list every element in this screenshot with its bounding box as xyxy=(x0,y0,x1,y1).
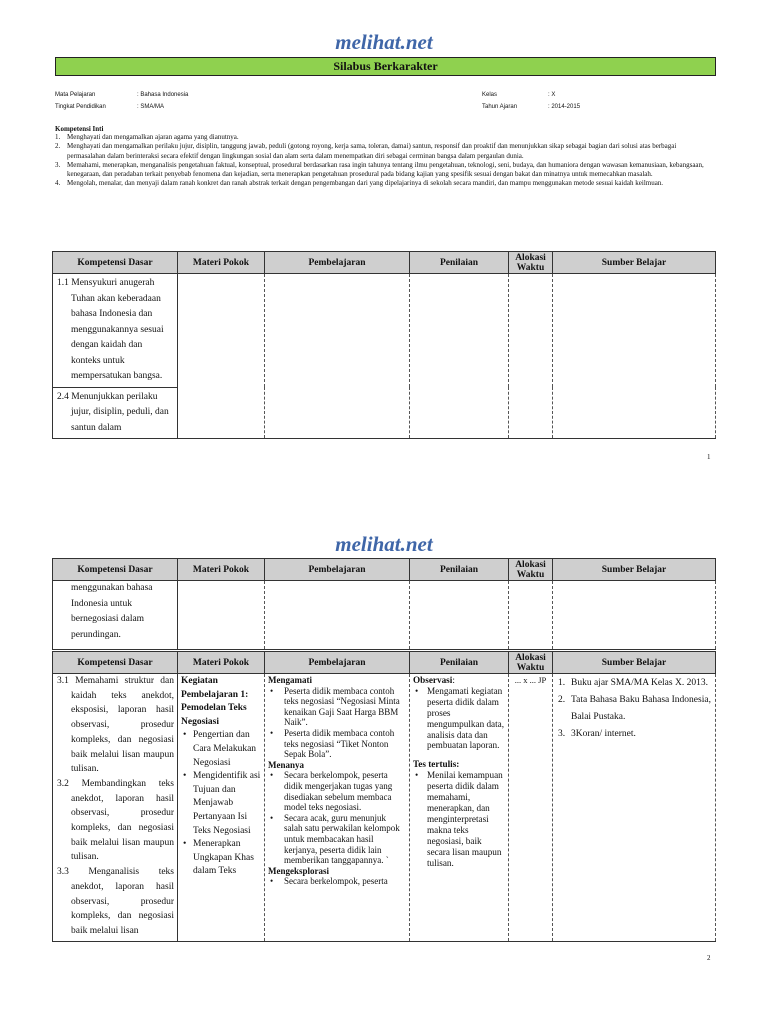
materi-item: • Pengertian dan Cara Melakukan Negosiasi xyxy=(181,729,261,770)
materi-cell xyxy=(178,274,265,439)
item-text: Menghayati dan mengamalkan ajaran agama yang dianutnya. xyxy=(67,133,239,141)
materi-cell xyxy=(178,674,265,942)
penilaian-cell xyxy=(410,674,509,942)
materi-item: • Menerapkan Ungkapan Khas dalam Teks xyxy=(181,838,261,879)
item-number: 3. xyxy=(558,729,566,739)
tes-tertulis-label: Tes tertulis: xyxy=(413,759,460,770)
header-alokasi-waktu: Alokasi Waktu xyxy=(509,559,553,581)
pembelajaran-cell xyxy=(265,581,410,650)
kd-item: 3.3 Menganalisis teks anekdot, laporan hasil observasi, prosedur kompleks, dan negosiasi baik melalui lisan xyxy=(57,867,174,936)
sumber-cell xyxy=(553,674,716,942)
meta-value-subject: : Bahasa Indonesia xyxy=(137,92,189,98)
core-competence-item xyxy=(55,133,715,142)
header-kompetensi-dasar: Kompetensi Dasar xyxy=(53,559,178,581)
header-materi-pokok: Materi Pokok xyxy=(178,252,265,274)
core-competence-item xyxy=(55,142,715,161)
meta-label-class: Kelas xyxy=(482,92,498,98)
meta-value-year: : 2014-2015 xyxy=(548,104,581,110)
item-text: Mengolah, menalar, dan menyaji dalam ranah konkret dan ranah abstrak terkait dengan pengembangan dari yang dipelajarinya di sekolah secara mandiri, dan mampu menggunakan metode sesuai kaidah keilmuan. xyxy=(67,179,664,188)
kd-item: 3.1 Memahami struktur dan kaidah teks anekdot, eksposisi, laporan hasil observasi, prosedur kompleks, dan negosiasi baik melalui lisan maupun tulisan. xyxy=(57,676,174,775)
header-kompetensi-dasar: Kompetensi Dasar xyxy=(53,652,178,674)
source-item xyxy=(556,692,712,726)
penilaian-cell xyxy=(410,581,509,650)
observasi-label: Observasi xyxy=(413,675,453,685)
kd-text xyxy=(53,674,177,941)
meta-label-year: Tahun Ajaran xyxy=(482,104,518,110)
core-competence-item xyxy=(55,161,715,180)
header-sumber-belajar: Sumber Belajar xyxy=(553,252,716,274)
syllabus-title-bar: Silabus Berkarakter xyxy=(55,57,716,76)
header-penilaian: Penilaian xyxy=(410,252,509,274)
penilaian-cell xyxy=(410,274,509,439)
item-text: 3Koran/ internet. xyxy=(571,729,636,739)
kd-item: 3.2 Membandingkan teks anekdot, laporan hasil observasi, prosedur kompleks, dan negosiasi baik melalui lisan maupun tulisan. xyxy=(57,778,174,863)
sumber-cell xyxy=(553,274,716,439)
item-number: 2. xyxy=(55,142,61,151)
watermark-title: melihat.net xyxy=(335,532,433,556)
kd-line: 1.1 Mensyukuri anugerah xyxy=(57,278,155,288)
source-item xyxy=(556,675,712,692)
header-materi-pokok: Materi Pokok xyxy=(178,559,265,581)
item-number: 2. xyxy=(558,695,566,705)
materi-heading: Kegiatan Pembelajaran 1: Pemodelan Teks Negosiasi xyxy=(181,676,249,727)
activity-item: • Peserta didik membaca contoh teks negosiasi “Negosiasi Minta kenaikan Gaji Saat Harga BBM Naik”. xyxy=(268,686,406,728)
materi-cell xyxy=(178,581,265,650)
kd-line: Indonesia untuk xyxy=(71,598,132,609)
meta-label-subject: Mata Pelajaran xyxy=(55,92,96,98)
alokasi-cell xyxy=(509,674,553,942)
activity-item: • Secara berkelompok, peserta xyxy=(268,876,406,887)
header-alokasi-waktu: Alokasi Waktu xyxy=(509,252,553,274)
alokasi-value: ... x ... JP xyxy=(514,675,547,685)
header-alokasi-waktu: Alokasi Waktu xyxy=(509,652,553,674)
kd-line: mempersatukan bangsa. xyxy=(71,371,163,381)
header-sumber-belajar: Sumber Belajar xyxy=(553,559,716,581)
pembelajaran-cell xyxy=(265,674,410,942)
sumber-cell xyxy=(553,581,716,650)
syllabus-table-page2 xyxy=(52,651,716,942)
header-penilaian: Penilaian xyxy=(410,559,509,581)
kd-line: menggunakannya sesuai xyxy=(71,324,164,335)
item-number: 3. xyxy=(55,160,61,169)
menanya-heading: Menanya xyxy=(268,759,304,770)
kd-line: 2.4 Menunjukkan perilaku xyxy=(57,391,158,402)
kd-line: bahasa Indonesia dan xyxy=(71,309,153,319)
item-text: Memahami, menerapkan, menganalisis pengetahuan faktual, konseptual, prosedural berdasarkan rasa ingin tahunya tentang ilmu pengetahuan, teknologi, seni, budaya, dan humaniora dengan wawasan kemanusiaan, kebangsaan, kenegaraan, dan peradaban terkait penyebab fenomena dan kejadian, serta menerapkan pengetahuan prosedural pada bidang kajian yang spesifik sesuai dengan bakat dan minatnya untuk memecahkan masalah. xyxy=(67,160,704,179)
pembelajaran-content xyxy=(265,674,409,888)
materi-item: • Mengidentifik asi Tujuan dan Menjawab Pertanyaan Isi Teks Negosiasi xyxy=(181,770,261,838)
pembelajaran-cell xyxy=(265,274,410,439)
kd-cell xyxy=(53,581,178,650)
header-sumber-belajar: Sumber Belajar xyxy=(553,652,716,674)
kd-line: perundingan. xyxy=(71,629,121,640)
kd-cell xyxy=(53,274,178,388)
syllabus-table-page2-continuation xyxy=(52,558,716,650)
kd-text xyxy=(53,274,177,387)
core-competence-title: Kompetensi Inti xyxy=(55,125,104,133)
assessment-item: • Menilai kemampuan peserta didik dalam memahami, menerapkan, dan menginterpretasi makna teks negosiasi, baik secara lisan maupun tulisan. xyxy=(413,770,505,868)
header-kompetensi-dasar: Kompetensi Dasar xyxy=(53,252,178,274)
kd-line: santun dalam xyxy=(71,422,122,433)
header-materi-pokok: Materi Pokok xyxy=(178,652,265,674)
meta-value-level: : SMA/MA xyxy=(137,104,165,110)
mengeksplorasi-heading: Mengeksplorasi xyxy=(268,865,330,876)
item-number: 1. xyxy=(558,678,566,688)
item-text: Buku ajar SMA/MA Kelas X. 2013. xyxy=(571,678,708,688)
kd-line: menggunakan bahasa xyxy=(71,583,153,593)
meta-value-class: : X xyxy=(548,92,556,98)
penilaian-content: Observasi: • Mengamati kegiatan peserta didik dalam proses mengumpulkan data, analisis data dan pembuatan laporan. Tes tertulis: • Menilai kemampuan peserta didik dalam memahami, menerapkan, dan menginterpretasi makna teks negosiasi, baik secara lisan maupun tulisan. xyxy=(410,674,508,869)
activity-item: • Peserta didik membaca contoh teks negosiasi “Tiket Nonton Sepak Bola”. xyxy=(268,728,406,760)
alokasi-cell xyxy=(509,274,553,439)
item-text: Tata Bahasa Baku Bahasa Indonesia, Balai Pustaka. xyxy=(571,695,711,722)
kd-line: Tuhan akan keberadaan xyxy=(71,293,161,304)
materi-content xyxy=(178,674,264,880)
kd-text xyxy=(53,581,177,645)
kd-line: jujur, disiplin, peduli, dan xyxy=(71,407,169,417)
activity-item: • Secara berkelompok, peserta didik mengerjakan tugas yang disediakan sebelum membaca model teks negosiasi. xyxy=(268,770,406,812)
header-penilaian: Penilaian xyxy=(410,652,509,674)
kd-line: bernegosiasi dalam xyxy=(71,614,145,624)
kd-text xyxy=(53,388,177,439)
assessment-item: • Mengamati kegiatan peserta didik dalam proses mengumpulkan data, analisis data dan pembuatan laporan. xyxy=(413,686,505,751)
page-number: 2 xyxy=(707,954,711,962)
kd-cell xyxy=(53,387,178,439)
kd-cell xyxy=(53,674,178,942)
meta-label-level: Tingkat Pendidikan xyxy=(55,104,106,110)
header-pembelajaran: Pembelajaran xyxy=(265,652,410,674)
syllabus-table-page1 xyxy=(52,251,716,439)
header-pembelajaran: Pembelajaran xyxy=(265,559,410,581)
core-competence-list xyxy=(55,133,715,189)
alokasi-cell xyxy=(509,581,553,650)
kd-line: konteks untuk xyxy=(71,355,125,366)
item-number: 4. xyxy=(55,179,61,188)
source-item xyxy=(556,726,712,743)
mengamati-heading: Mengamati xyxy=(268,675,312,685)
item-number: 1. xyxy=(55,133,61,141)
header-pembelajaran: Pembelajaran xyxy=(265,252,410,274)
kd-line: dengan kaidah dan xyxy=(71,340,143,350)
page-number: 1 xyxy=(707,453,711,461)
core-competence-item xyxy=(55,179,715,188)
activity-item: • Secara acak, guru menunjuk salah satu perwakilan kelompok untuk membacakan hasil kerjanya, peserta didik lain memberikan tanggapannya. ` xyxy=(268,813,406,866)
watermark-title: melihat.net xyxy=(335,30,433,54)
sumber-content xyxy=(553,674,715,744)
item-text: Menghayati dan mengamalkan perilaku jujur, disiplin, tanggung jawab, peduli (gotong royong, kerja sama, toleran, damai) santun, responsif dan proaktif dan menunjukkan sikap sebagai bagian dari solusi atas berbagai permasalahan dalam berinteraksi secara efektif dengan lingkungan sosial dan alam serta dalam menempatkan diri sebagai cerminan bangsa dalam pergaulan dunia. xyxy=(67,142,677,160)
